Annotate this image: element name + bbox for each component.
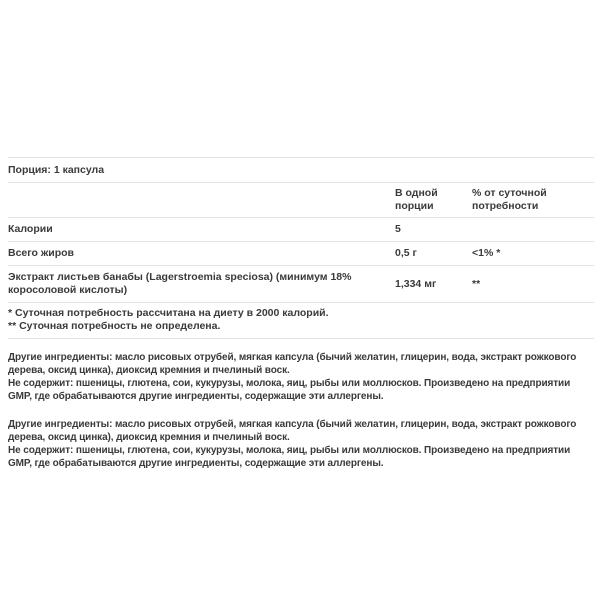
other-ingredients-text: Другие ингредиенты: масло рисовых отрубей, мягкая капсула (бычий желатин, глицерин, вода, экстракт рожкового дерева, оксид цинка), диоксид кремния и пчелиный воск. xyxy=(8,419,577,443)
row-label: Калории xyxy=(8,223,53,235)
column-header-amount-per-serving: В одной порции xyxy=(395,187,438,212)
row-daily-value: ** xyxy=(472,277,481,290)
row-amount: 1,334 мг xyxy=(395,277,437,290)
row-label: Экстракт листьев банабы (Lagerstroemia speciosa) (минимум 18% коросоловой кислоты) xyxy=(8,271,352,296)
other-ingredients-block-2 xyxy=(8,418,594,470)
table-row-calories xyxy=(8,217,594,241)
serving-size-text: Порция: 1 капсула xyxy=(8,164,105,176)
row-amount: 0,5 г xyxy=(395,247,417,259)
other-ingredients-text: Другие ингредиенты: масло рисовых отрубей, мягкая капсула (бычий желатин, глицерин, вода, экстракт рожкового дерева, оксид цинка), диоксид кремния и пчелиный воск. xyxy=(8,352,577,376)
serving-size-row xyxy=(8,157,594,182)
table-row-banaba-extract xyxy=(8,265,594,302)
table-footnotes xyxy=(8,302,594,339)
table-header-row xyxy=(8,182,594,217)
row-label: Всего жиров xyxy=(8,247,75,259)
row-daily-value: <1% * xyxy=(472,247,501,259)
other-ingredients-block-1 xyxy=(8,351,594,403)
supplement-facts-table xyxy=(8,157,594,339)
column-header-daily-value: % от суточной потребности xyxy=(472,187,547,212)
allergen-note-text: Не содержит: пшеницы, глютена, сои, кукурузы, молока, яиц, рыбы или моллюсков. Произведено на предприятии GMP, где обрабатываются другие ингредиенты, содержащие эти аллергены. xyxy=(8,445,571,469)
footnote-daily-diet: * Суточная потребность рассчитана на диету в 2000 калорий. xyxy=(8,307,329,319)
footnote-not-established: ** Суточная потребность не определена. xyxy=(8,320,221,332)
row-amount: 5 xyxy=(395,223,401,235)
allergen-note-text: Не содержит: пшеницы, глютена, сои, кукурузы, молока, яиц, рыбы или моллюсков. Произведено на предприятии GMP, где обрабатываются другие ингредиенты, содержащие эти аллергены. xyxy=(8,378,571,402)
table-row-total-fat xyxy=(8,241,594,265)
other-ingredients-section xyxy=(8,351,594,470)
